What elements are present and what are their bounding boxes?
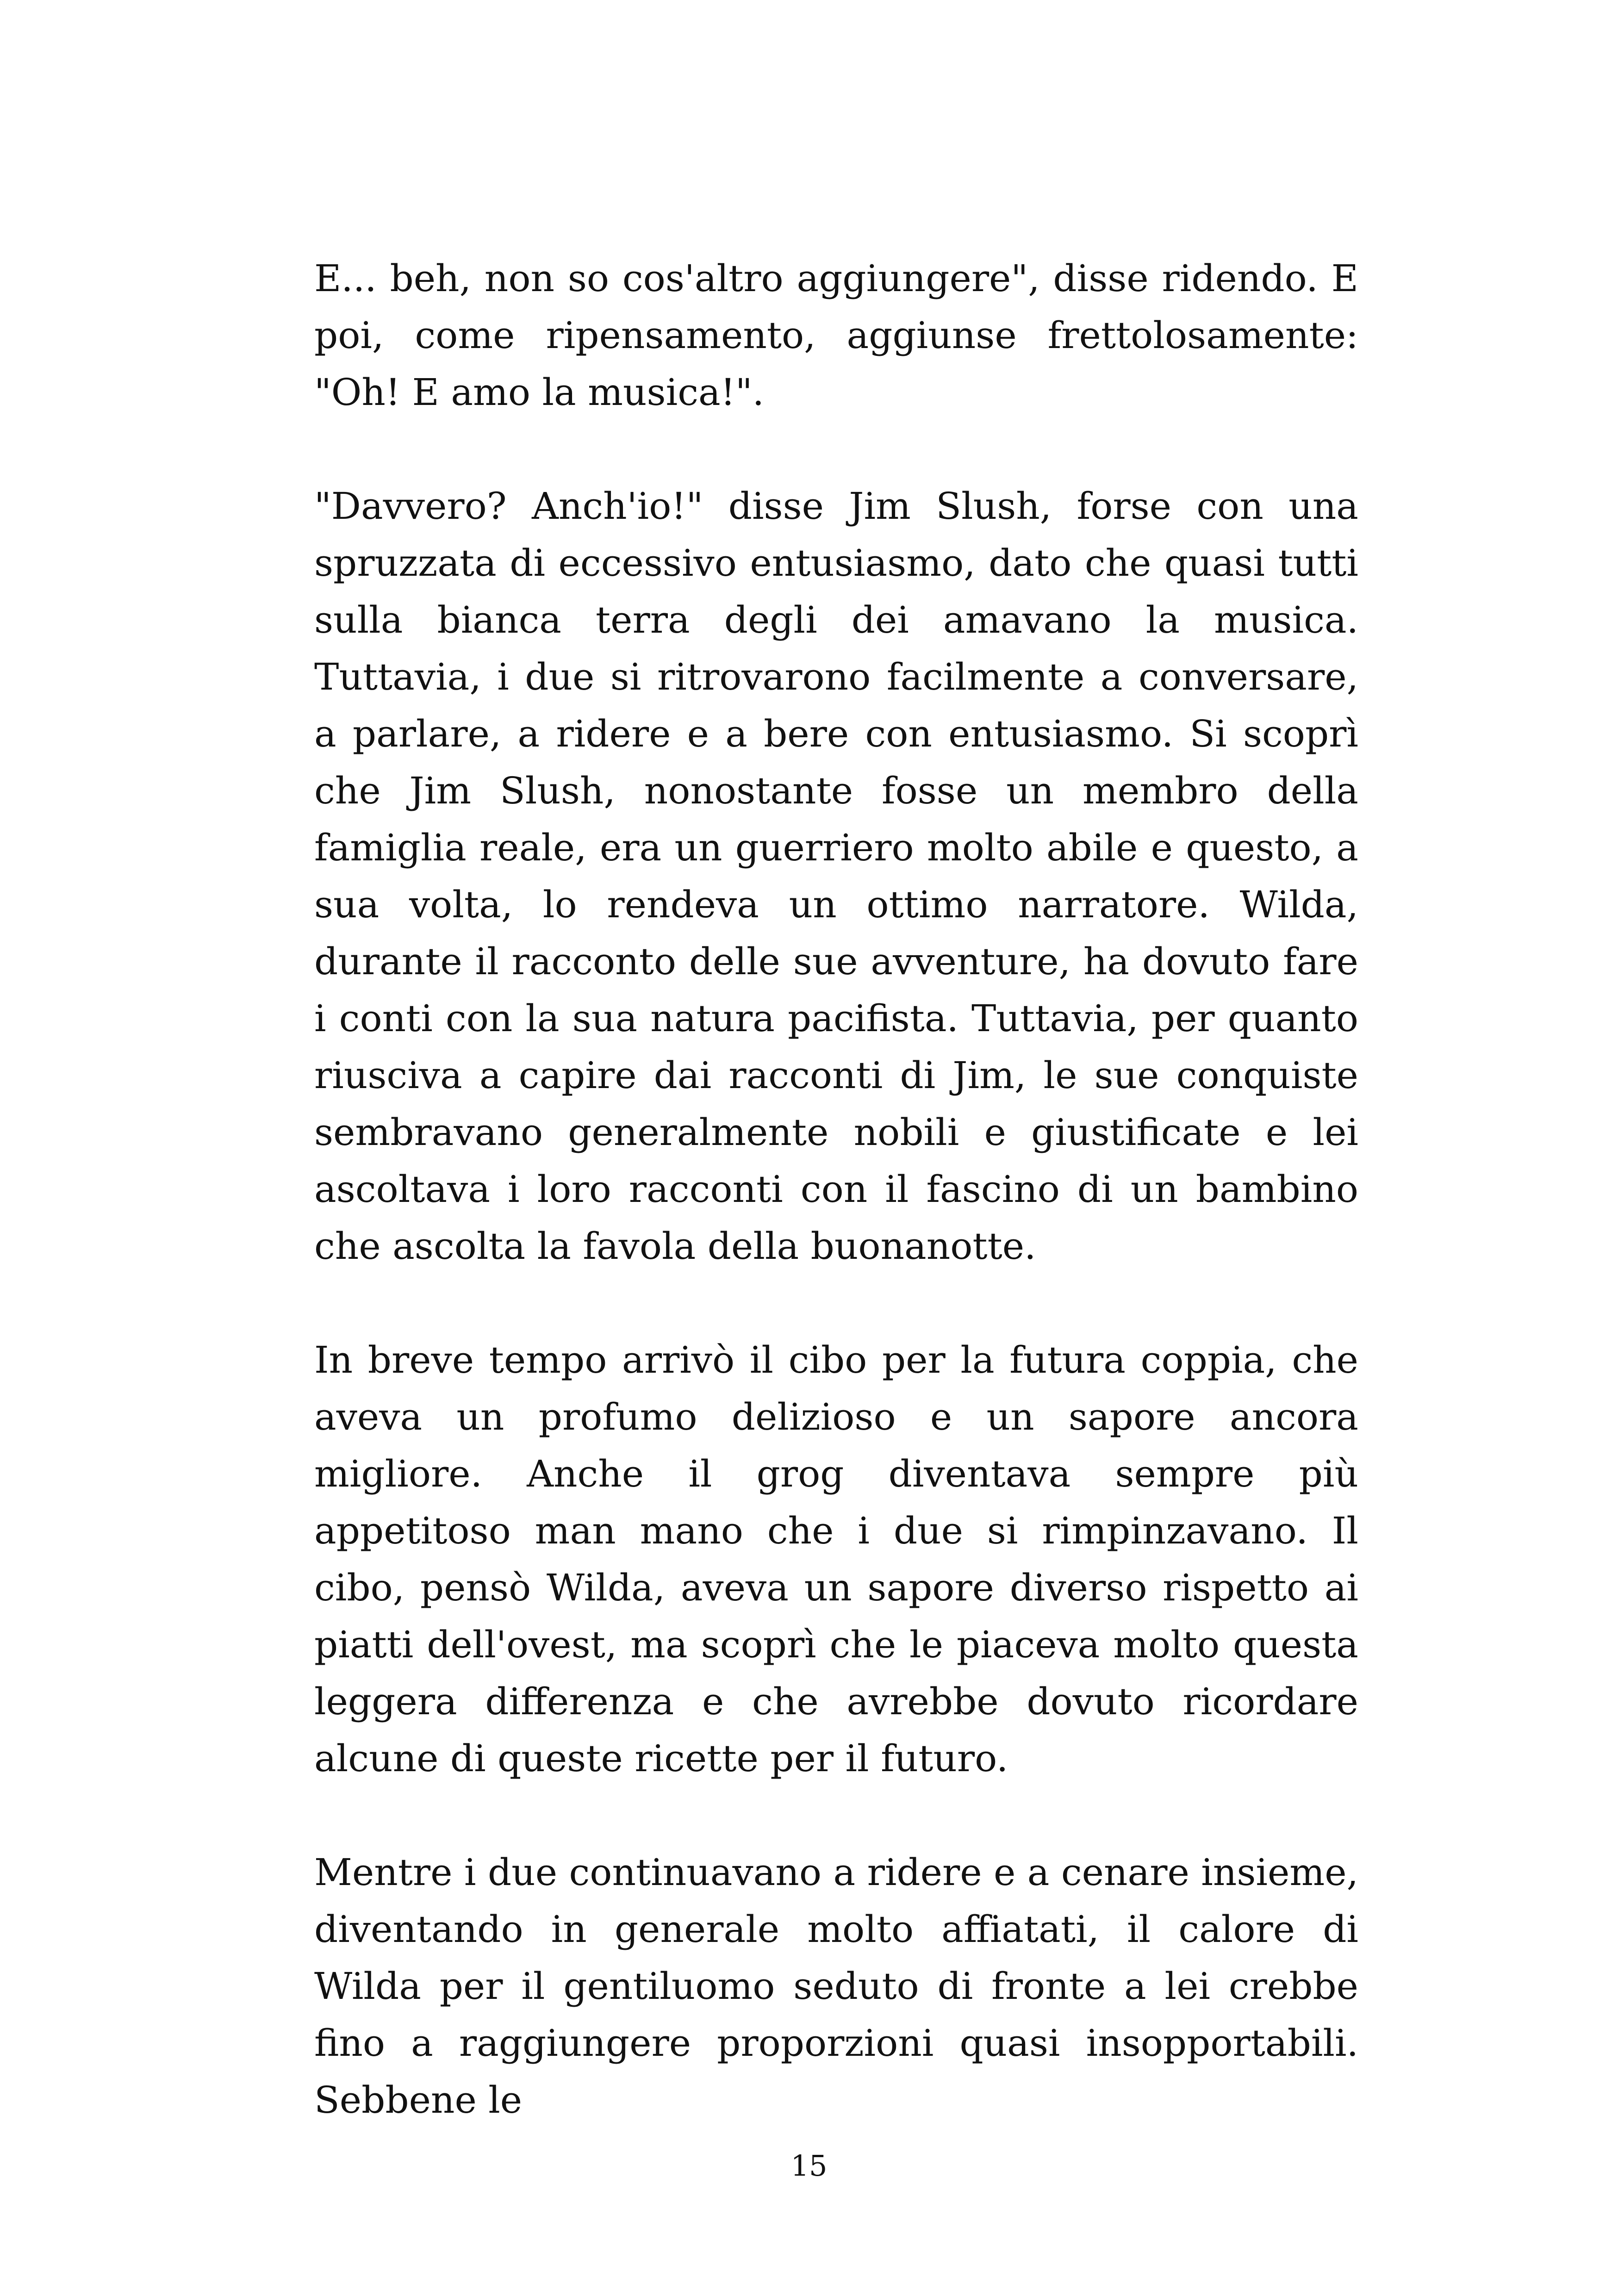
paragraph-2: "Davvero? Anch'io!" disse Jim Slush, forse con una spruzzata di eccessivo entusiasmo, dato che quasi tutti sulla bianca terra degli dei amavano la musica. Tuttavia, i due si ritrovarono facilmente a conversare, a parlare, a ridere e a bere con entusiasmo. Si scoprì che Jim Slush, nonostante fosse un membro della famiglia reale, era un guerriero molto abile e questo, a sua volta, lo rendeva un ottimo narratore. Wilda, durante il racconto delle sue avventure, ha dovuto fare i conti con la sua natura pacifista. Tuttavia, per quanto riusciva a capire dai racconti di Jim, le sue conquiste sembravano generalmente nobili e giustificate e lei ascoltava i loro racconti con il fascino di un bambino che ascolta la favola della buonanotte. xyxy=(314,485,1358,1268)
paragraph-1: E... beh, non so cos'altro aggiungere", disse ridendo. E poi, come ripensamento, aggiunse frettolosamente: "Oh! E amo la musica!". xyxy=(314,257,1358,414)
paragraph-4: Mentre i due continuavano a ridere e a cenare insieme, diventando in generale molto affiatati, il calore di Wilda per il gentiluomo seduto di fronte a lei crebbe fino a raggiungere proporzioni quasi insopportabili. Sebbene le xyxy=(314,1851,1358,2122)
body-text xyxy=(314,250,1358,2128)
paragraph-3: In breve tempo arrivò il cibo per la futura coppia, che aveva un profumo delizioso e un sapore ancora migliore. Anche il grog diventava sempre più appetitoso man mano che i due si rimpinzavano. Il cibo, pensò Wilda, aveva un sapore diverso rispetto ai piatti dell'ovest, ma scoprì che le piaceva molto questa leggera differenza e che avrebbe dovuto ricordare alcune di queste ricette per il futuro. xyxy=(314,1338,1358,1780)
page-number: 15 xyxy=(790,2149,828,2183)
